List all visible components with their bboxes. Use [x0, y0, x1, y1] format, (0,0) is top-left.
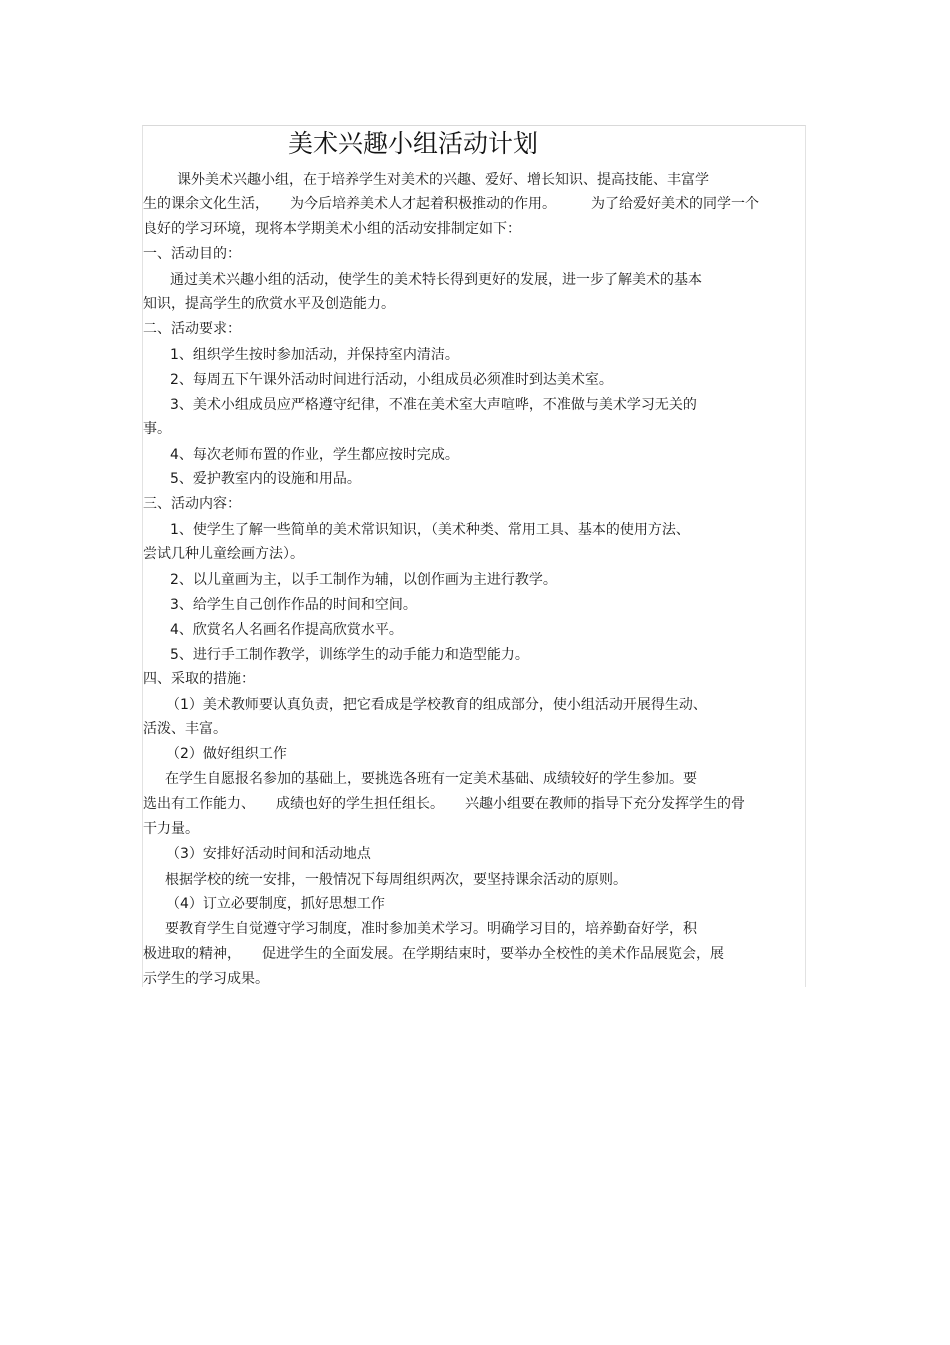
measure-item-1: （1）美术教师要认真负责，把它看成是学校教育的组成部分，使小组活动开展得生动、 [166, 697, 707, 713]
measure-item-2: （2）做好组织工作 [166, 746, 287, 762]
section-heading-content: 三、活动内容： [143, 496, 241, 512]
content-item-1: 1、使学生了解一些简单的美术常识知识，（美术种类、常用工具、基本的使用方法、 [170, 522, 690, 538]
measure-4-line-1: 要教育学生自觉遵守学习制度，准时参加美术学习。明确学习目的，培养勤奋好学，积 [165, 921, 697, 937]
measure-item-4: （4）订立必要制度，抓好思想工作 [166, 896, 385, 912]
requirement-item-5: 5、爱护教室内的设施和用品。 [170, 471, 361, 487]
intro-line-3: 良好的学习环境，现将本学期美术小组的活动安排制定如下： [143, 221, 521, 237]
purpose-line-1: 通过美术兴趣小组的活动，使学生的美术特长得到更好的发展，进一步了解美术的基本 [170, 272, 702, 288]
requirement-item-2: 2、每周五下午课外活动时间进行活动，小组成员必须准时到达美术室。 [170, 372, 613, 388]
measure-3-line-1: 根据学校的统一安排，一般情况下每周组织两次，要坚持课余活动的原则。 [165, 872, 627, 888]
section-heading-purpose: 一、活动目的： [143, 246, 241, 262]
measure-2-line-1: 在学生自愿报名参加的基础上，要挑选各班有一定美术基础、成绩较好的学生参加。要 [165, 771, 697, 787]
intro-line-1: 课外美术兴趣小组，在于培养学生对美术的兴趣、爱好、增长知识、提高技能、丰富学 [177, 172, 709, 188]
measure-item-1-cont: 活泼、丰富。 [143, 721, 227, 737]
measure-2-line-3: 干力量。 [143, 821, 199, 837]
section-heading-requirements: 二、活动要求： [143, 321, 241, 337]
requirement-item-1: 1、组织学生按时参加活动，并保持室内清洁。 [170, 347, 459, 363]
measure-4-line-3: 示学生的学习成果。 [143, 971, 269, 987]
content-item-5: 5、进行手工制作教学，训练学生的动手能力和造型能力。 [170, 647, 529, 663]
content-item-1-cont: 尝试几种儿童绘画方法）。 [143, 546, 304, 562]
measure-2-line-2: 选出有工作能力、 成绩也好的学生担任组长。 兴趣小组要在教师的指导下充分发挥学生的骨 [143, 796, 745, 812]
document-title: 美术兴趣小组活动计划 [288, 129, 539, 158]
measure-item-3: （3）安排好活动时间和活动地点 [166, 846, 371, 862]
requirement-item-3-cont: 事。 [143, 421, 171, 437]
requirement-item-4: 4、每次老师布置的作业，学生都应按时完成。 [170, 447, 459, 463]
requirement-item-3: 3、美术小组成员应严格遵守纪律，不准在美术室大声喧哗，不准做与美术学习无关的 [170, 397, 697, 413]
purpose-line-2: 知识，提高学生的欣赏水平及创造能力。 [143, 296, 395, 312]
content-item-2: 2、以儿童画为主，以手工制作为辅，以创作画为主进行教学。 [170, 572, 557, 588]
intro-line-2: 生的课余文化生活， 为今后培养美术人才起着积极推动的作用。 为了给爱好美术的同学一个 [143, 196, 759, 212]
content-item-4: 4、欣赏名人名画名作提高欣赏水平。 [170, 622, 403, 638]
section-heading-measures: 四、采取的措施： [143, 671, 255, 687]
content-item-3: 3、给学生自己创作作品的时间和空间。 [170, 597, 417, 613]
measure-4-line-2: 极进取的精神， 促进学生的全面发展。在学期结束时，要举办全校性的美术作品展览会，展 [143, 946, 724, 962]
